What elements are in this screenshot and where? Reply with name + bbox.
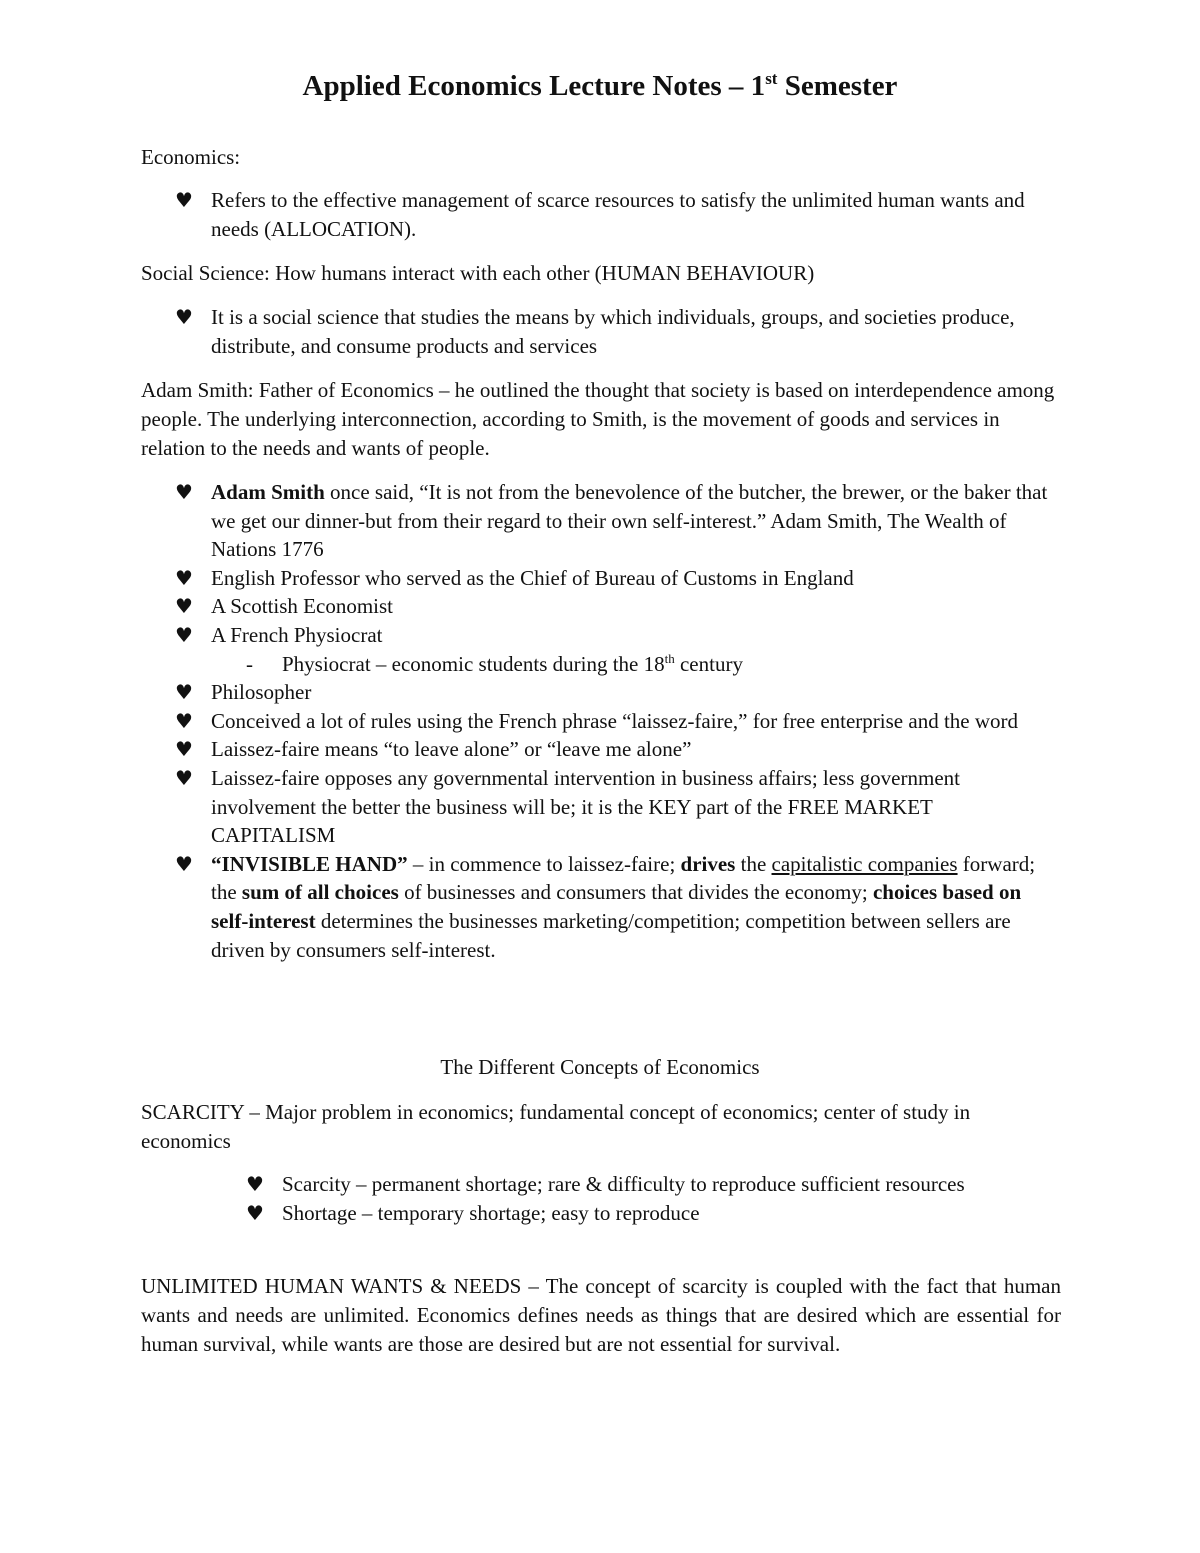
scarcity-bullets <box>141 1170 1061 1227</box>
list-item: ♥ Laissez-faire means “to leave alone” or “leave me alone” <box>141 735 1061 764</box>
heart-bullet-icon: ♥ <box>175 765 193 790</box>
heart-bullet-icon: ♥ <box>175 680 193 705</box>
list-item: ♥ English Professor who served as the Chief of Bureau of Customs in England <box>141 564 1061 593</box>
invisible-hand-item: ♥ “INVISIBLE HAND” – in commence to laissez-faire; drives the capitalistic companies forward; the sum of all choices of businesses and consumers that divides the economy; choices based on self-interest determines the businesses marketing/competition; competition between sellers are driven by consumers self-interest. <box>175 851 1036 962</box>
list-item: ♥ Refers to the effective management of scarce resources to satisfy the unlimited human wants and needs (ALLOCATION). <box>175 188 1025 241</box>
heart-bullet-icon: ♥ <box>175 305 193 329</box>
social-science-bullets <box>141 303 1061 360</box>
economics-bullets <box>141 186 1061 243</box>
economics-heading: Economics: <box>141 145 241 169</box>
heart-bullet-icon: ♥ <box>246 1172 264 1196</box>
list-item: ♥ It is a social science that studies the means by which individuals, groups, and societies produce, distribute, and consume products and services <box>175 305 1015 358</box>
heart-bullet-icon: ♥ <box>175 480 193 504</box>
heart-bullet-icon: ♥ <box>175 851 193 876</box>
heart-bullet-icon: ♥ <box>175 737 193 762</box>
social-science-heading: Social Science: How humans interact with each other (HUMAN BEHAVIOUR) <box>141 261 815 285</box>
unlimited-wants-paragraph: UNLIMITED HUMAN WANTS & NEEDS – The concept of scarcity is coupled with the fact that human wants and needs are unlimited. Economics defines needs as things that are desired which are essential for human survival, while wants are those are desired but are not essential for survival. <box>141 1274 1061 1356</box>
list-item: ♥ Philosopher <box>141 678 1061 707</box>
page-title: Applied Economics Lecture Notes – 1st Semester <box>302 69 898 102</box>
adam-smith-intro: Adam Smith: Father of Economics – he outlined the thought that society is based on interdependence among people. The underlying interconnection, according to Smith, is the movement of goods and services in relation to the needs and wants of people. <box>141 378 1055 460</box>
heart-bullet-icon: ♥ <box>175 188 193 212</box>
list-item: ♥ Conceived a lot of rules using the French phrase “laissez-faire,” for free enterprise and the word <box>141 707 1061 736</box>
list-item: ♥ A Scottish Economist <box>141 592 1061 621</box>
heart-bullet-icon: ♥ <box>175 594 193 619</box>
list-item: ♥ Scarcity – permanent shortage; rare & difficulty to reproduce sufficient resources <box>141 1170 1061 1199</box>
list-item: ♥ A French Physiocrat <box>141 621 1061 650</box>
heart-bullet-icon: ♥ <box>246 1200 264 1225</box>
list-item: ♥ Laissez-faire opposes any governmental intervention in business affairs; less government involvement the better the business will be; it is the KEY part of the FREE MARKET CAPITALISM <box>175 765 960 848</box>
list-item: ♥ Adam Smith once said, “It is not from the benevolence of the butcher, the brewer, or the baker that we get our dinner-but from their regard to their own self-interest.” Adam Smith, The Wealth of Nations 1776 <box>175 480 1048 562</box>
list-item: ♥ Shortage – temporary shortage; easy to reproduce <box>141 1199 1061 1228</box>
sub-list-item: - Physiocrat – economic students during the 18th century <box>246 650 743 676</box>
concepts-heading: The Different Concepts of Economics <box>440 1055 760 1079</box>
adam-smith-bullets <box>141 478 1061 964</box>
heart-bullet-icon: ♥ <box>175 708 193 733</box>
heart-bullet-icon: ♥ <box>175 622 193 647</box>
heart-bullet-icon: ♥ <box>175 565 193 590</box>
scarcity-paragraph: SCARCITY – Major problem in economics; fundamental concept of economics; center of study in economics <box>141 1100 971 1153</box>
